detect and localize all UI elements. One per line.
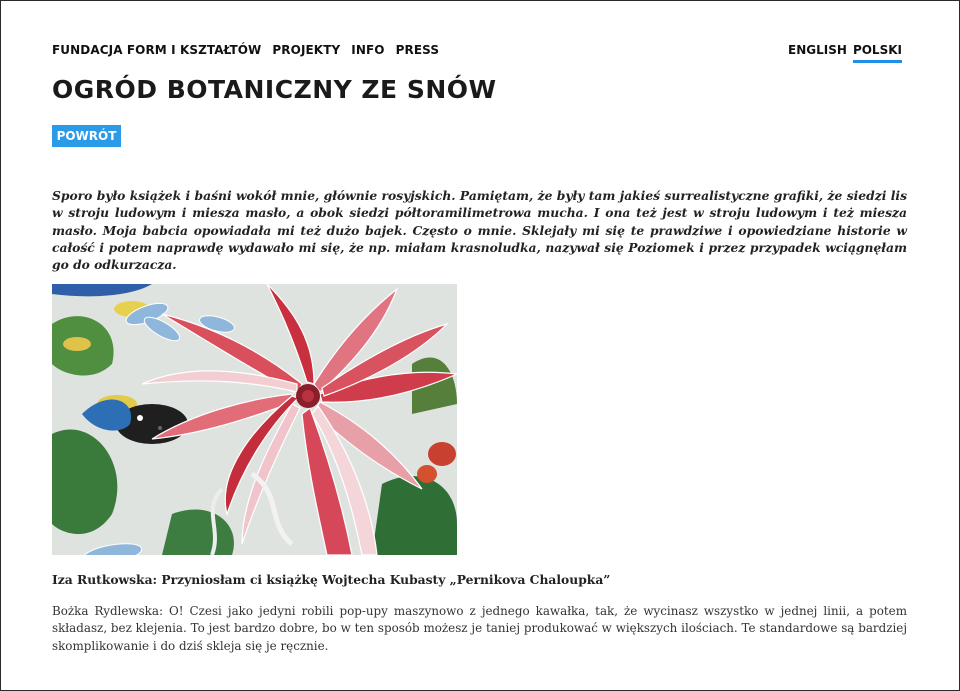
interview-question: Iza Rutkowska: Przyniosłam ci książkę Wojtecha Kubasty „Pernikova Chaloupka” xyxy=(52,572,611,587)
interview-answer: Bożka Rydlewska: O! Czesi jako jedyni robili pop-upy maszynowo z jednego kawałka, tak, że wycinasz wszystko w jednej linii, a potem składasz, bez klejenia. To jest bardzo dobre, bo w ten sposób możesz je taniej produkować w większych ilościach. Te standardowe są bardziej skomplikowanie i do dziś skleja się je ręcznie. xyxy=(52,604,907,653)
intro-paragraph: Sporo było książek i baśni wokół mnie, głównie rosyjskich. Pamiętam, że były tam jakieś surrealistyczne grafiki, że siedzi lis w stroju ludowym i miesza masło, a obok siedzi półtoramilimetrowa mucha. I ona też jest w stroju ludowym i też miesza masło. Moja babcia opowiadała mi też dużo bajek. Często o mnie. Sklejały mi się te prawdziwe i opowiedziane historie w całość i potem naprawdę wydawało mi się, że np. miałam krasnoludka, nazywał się Poziomek i przez przypadek wciągnęłam go do odkurzacza. xyxy=(52,188,907,273)
top-navigation xyxy=(52,43,439,57)
lang-english[interactable]: ENGLISH xyxy=(788,43,847,57)
page-title: OGRÓD BOTANICZNY ZE SNÓW xyxy=(52,75,497,104)
back-button[interactable]: POWRÓT xyxy=(52,125,121,147)
nav-item-projekty[interactable]: PROJEKTY xyxy=(272,43,341,57)
nav-item-info[interactable]: INFO xyxy=(351,43,385,57)
lang-polski[interactable]: POLSKI xyxy=(853,43,902,63)
popup-flower-illustration xyxy=(52,284,457,555)
article-image xyxy=(52,284,457,555)
nav-item-fundacja[interactable]: FUNDACJA FORM I KSZTAŁTÓW xyxy=(52,43,262,57)
nav-item-press[interactable]: PRESS xyxy=(395,43,440,57)
language-switcher xyxy=(788,43,902,63)
